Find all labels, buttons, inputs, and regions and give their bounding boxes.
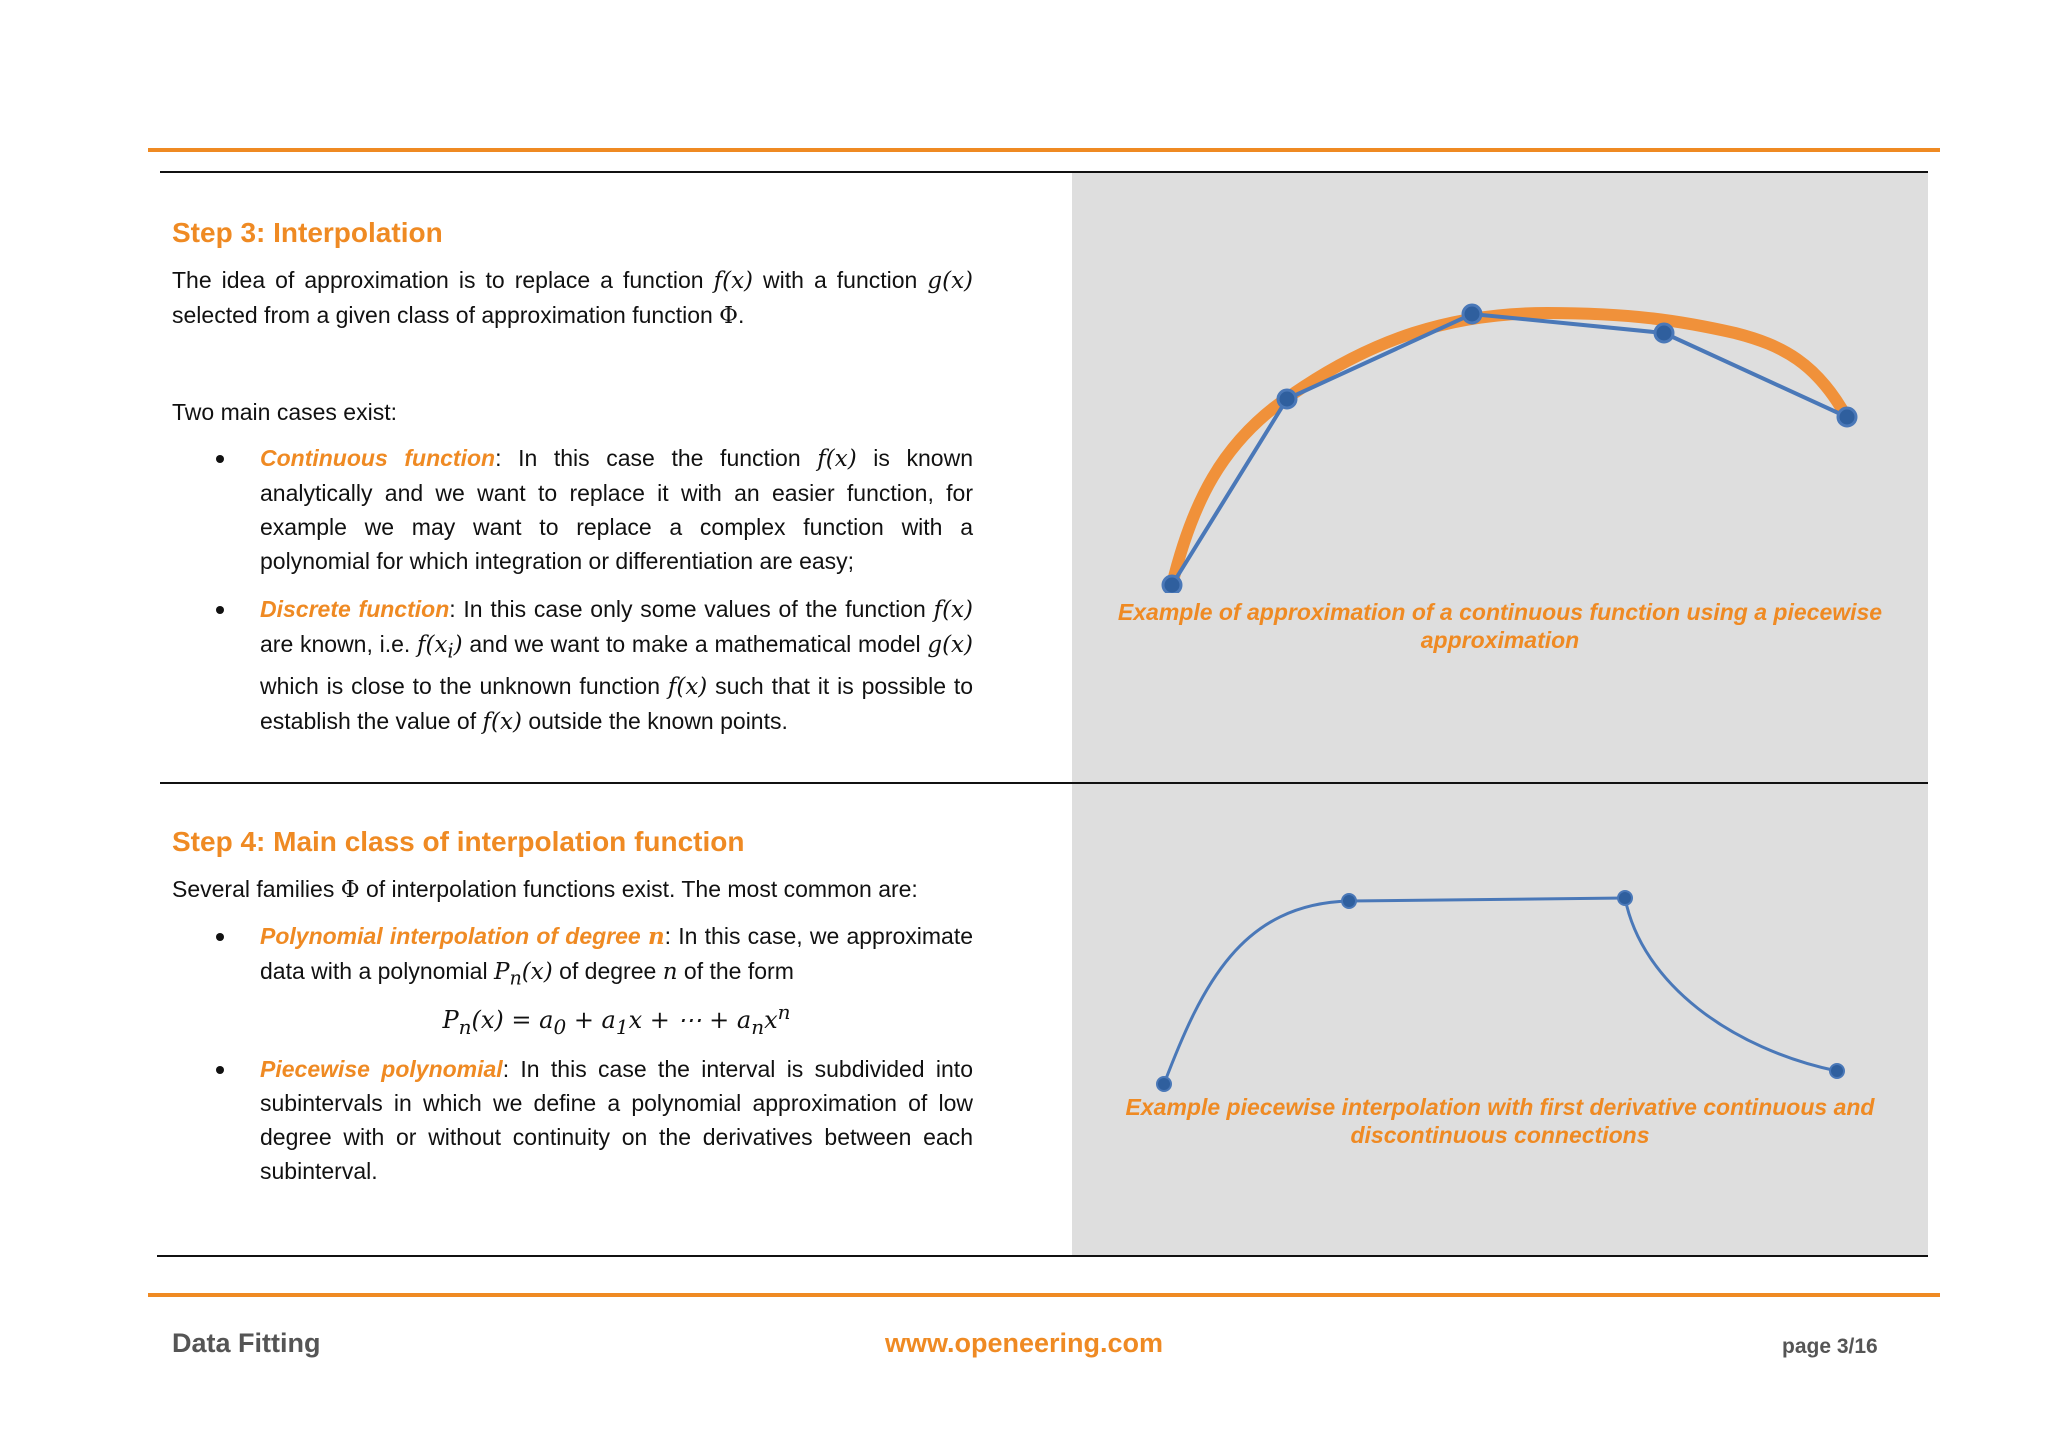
- step4-intro: Several families Φ of interpolation functions exist. The most common are:: [172, 876, 918, 903]
- data-point: [1838, 408, 1856, 426]
- step4-bullet-list: [172, 919, 1072, 996]
- data-point: [1157, 1077, 1171, 1091]
- step3-figure-caption: Example of approximation of a continuous function using a piecewise approximation: [1117, 599, 1883, 653]
- footer-orange-rule: [148, 1293, 1940, 1297]
- step4-title: Step 4: Main class of interpolation function: [172, 826, 745, 857]
- list-item-piecewise-polynomial: Piecewise polynomial: In this case the interval is subdivided into subintervals in which we define a polynomial approximation of low degree with or without continuity on the derivatives between each subinterval.: [172, 1052, 973, 1188]
- step3-intro: The idea of approximation is to replace a function f(x) with a function g(x) selected from a given class of approximation function Φ.: [172, 267, 974, 329]
- header-orange-rule: [148, 148, 1940, 152]
- polynomial-equation: $P_n(x) = a_0 + a_1x$ + ⋯ + $a_nx^n$: [442, 999, 791, 1039]
- step4-section: [160, 784, 1928, 1255]
- step3-bullet-list: [172, 441, 1072, 739]
- footer-page-number: page 3/16: [1782, 1335, 1878, 1358]
- continuous-function-curve: [1172, 313, 1847, 585]
- data-point: [1830, 1064, 1844, 1078]
- interpolation-segment-2: [1349, 898, 1625, 901]
- step3-section: [160, 173, 1928, 783]
- step3-cases-intro: Two main cases exist:: [172, 399, 397, 425]
- data-point: [1278, 390, 1296, 408]
- list-item-continuous-function: Continuous function: In this case the function f(x) is known analytically and we want to replace it with an easier function, for example we may want to replace a complex function with a polynomial for which integration or differentiation are easy;: [172, 441, 973, 578]
- piecewise-linear-approximation: [1172, 314, 1847, 585]
- step3-title: Step 3: Interpolation: [172, 217, 443, 248]
- footer-black-rule: [157, 1255, 1928, 1257]
- footer-title: Data Fitting: [172, 1328, 321, 1358]
- footer-website-link[interactable]: www.openeering.com: [884, 1328, 1164, 1358]
- data-point: [1618, 891, 1632, 905]
- data-point: [1342, 894, 1356, 908]
- step4-text-column: [160, 784, 1072, 1255]
- data-point: [1655, 324, 1673, 342]
- step4-figure-caption: Example piecewise interpolation with first derivative continuous and discontinuous connections: [1125, 1094, 1875, 1148]
- step4-figure-panel: [1072, 784, 1928, 1255]
- piecewise-interpolation-figure: [1072, 784, 1928, 1104]
- step3-figure-panel: [1072, 173, 1928, 783]
- interpolation-segment-3: [1625, 898, 1837, 1071]
- piecewise-approximation-figure: [1072, 173, 1928, 593]
- list-item-discrete-function: Discrete function: In this case only some values of the function f(x) are known, i.e. $f(x_i)$ and we want to make a mathematical model g(x) which is close to the unknown function f(x) such that it is possible to establish the value of f(x) outside the known points.: [172, 592, 973, 739]
- step3-text-column: [160, 173, 1072, 783]
- step4-bullet-list-2: [172, 1052, 1072, 1188]
- data-point: [1463, 305, 1481, 323]
- data-point: [1163, 576, 1181, 593]
- interpolation-segment-1: [1164, 901, 1349, 1084]
- list-item-polynomial-interpolation: Polynomial interpolation of degree n: In this case, we approximate data with a polynomial $P_n(x)$ of degree n of the form: [172, 919, 973, 996]
